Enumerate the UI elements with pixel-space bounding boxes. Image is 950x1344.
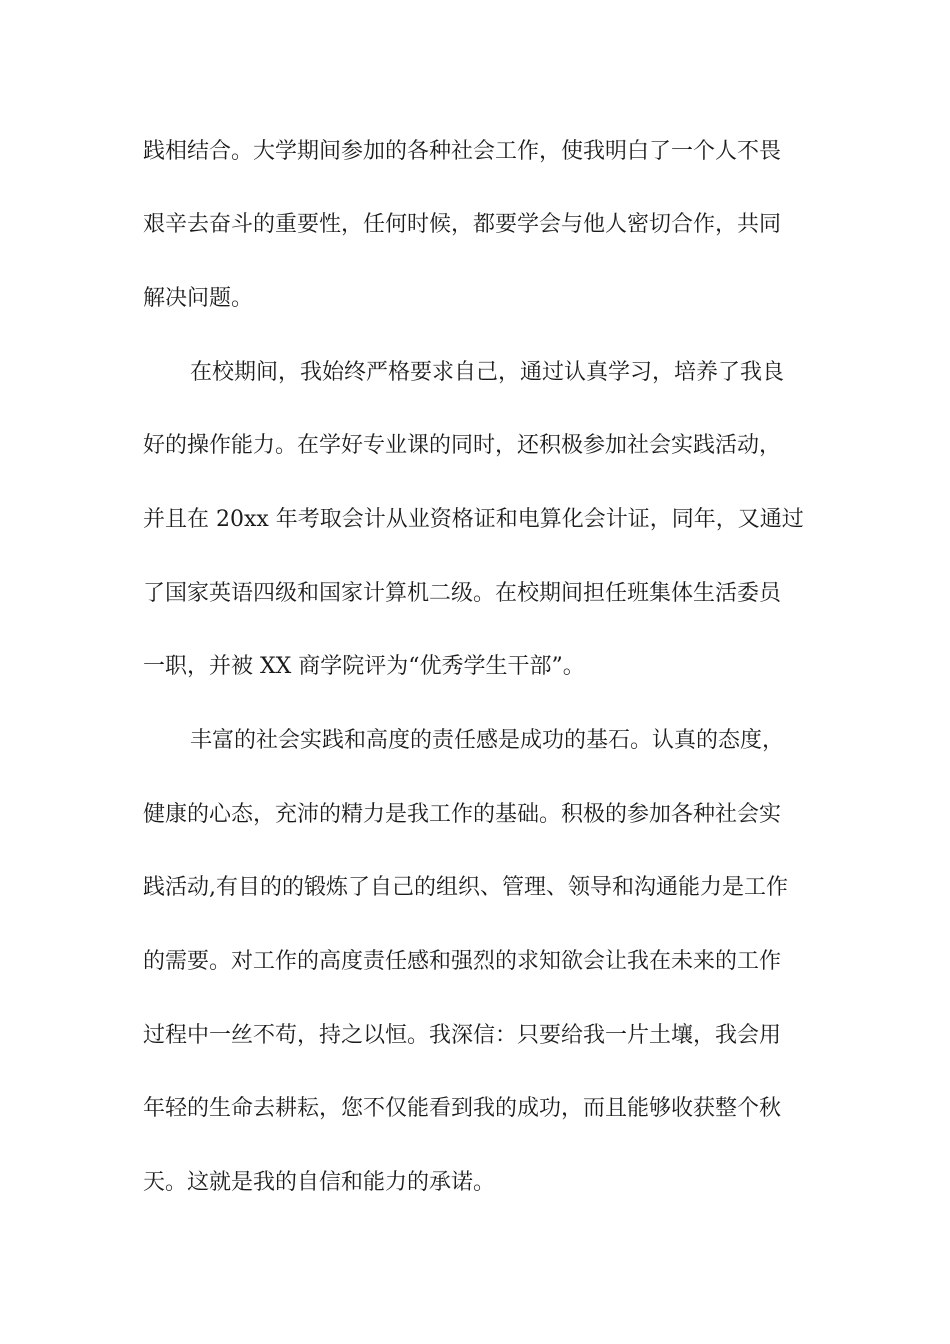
text-line: 健康的心态，充沛的精力是我工作的基础。积极的参加各种社会实 — [143, 802, 782, 827]
text-line: 践相结合。大学期间参加的各种社会工作，使我明白了一个人不畏 — [143, 139, 782, 164]
text-line: 了国家英语四级和国家计算机二级。在校期间担任班集体生活委员 — [143, 581, 782, 606]
text-line: 过程中一丝不苟，持之以恒。我深信：只要给我一片土壤，我会用 — [143, 1023, 782, 1048]
text-line: 一职，并被 XX 商学院评为“优秀学生干部”。 — [143, 654, 585, 679]
text-line: 解决问题。 — [143, 286, 254, 311]
text-line: 天。这就是我的自信和能力的承诺。 — [143, 1170, 496, 1195]
text-line: 艰辛去奋斗的重要性，任何时候，都要学会与他人密切合作，共同 — [143, 212, 782, 237]
text-line: 好的操作能力。在学好专业课的同时，还积极参加社会实践活动， — [143, 433, 782, 458]
text-line: 践活动,有目的的锻炼了自己的组织、管理、领导和沟通能力是工作 — [143, 875, 788, 900]
text-line: 并且在 20xx 年考取会计从业资格证和电算化会计证，同年，又通过 — [143, 507, 804, 532]
text-line: 的需要。对工作的高度责任感和强烈的求知欲会让我在未来的工作 — [143, 949, 782, 974]
text-line: 年轻的生命去耕耘，您不仅能看到我的成功，而且能够收获整个秋 — [143, 1096, 782, 1121]
paragraph-first-line: 丰富的社会实践和高度的责任感是成功的基石。认真的态度， — [190, 728, 785, 753]
paragraph-first-line: 在校期间，我始终严格要求自己，通过认真学习，培养了我良 — [190, 360, 785, 385]
